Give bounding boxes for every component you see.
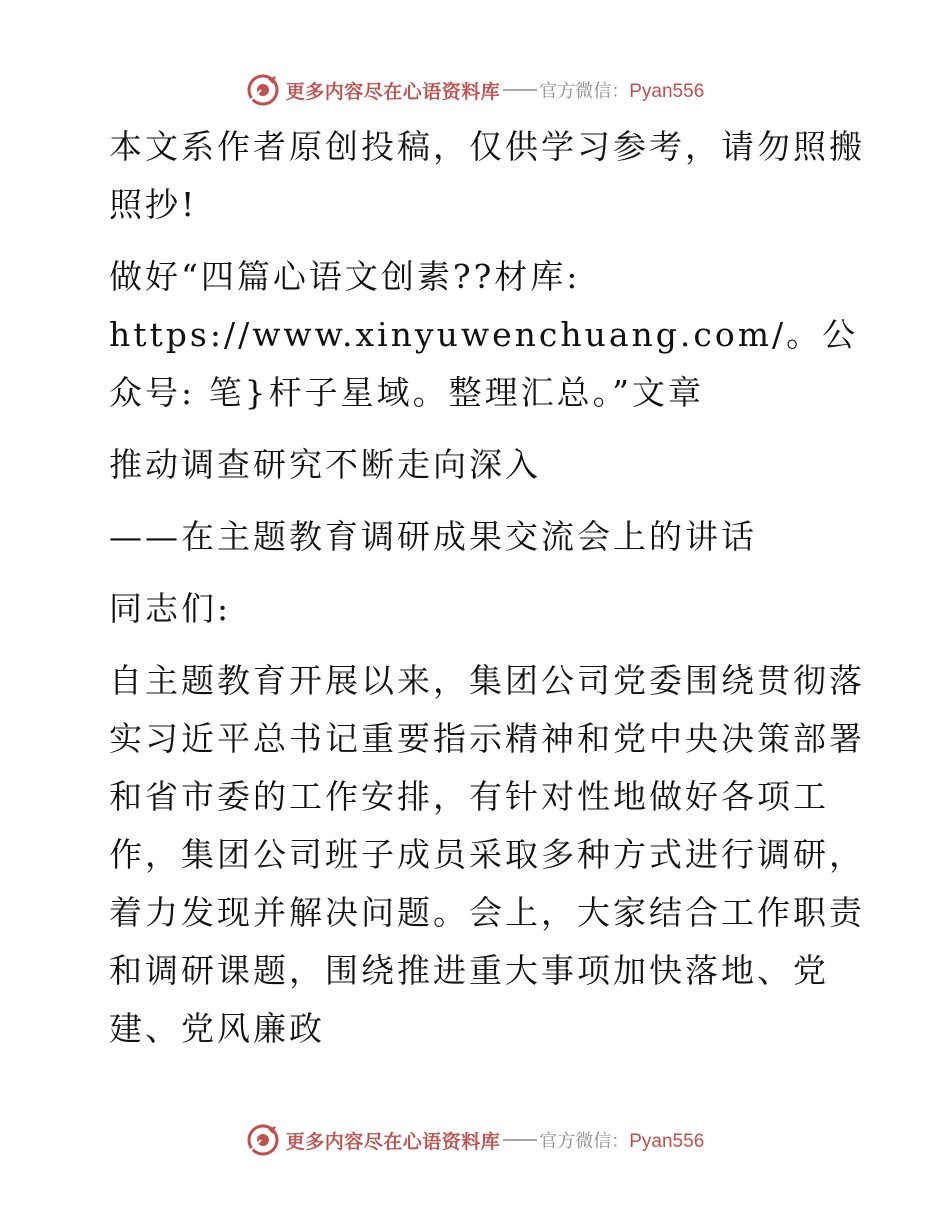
speech-title: 推动调查研究不断走向深入 (109, 445, 541, 484)
banner-title: 更多内容尽在心语资料库 (285, 80, 501, 103)
footer-banner (0, 1120, 950, 1160)
salutation: 同志们: (109, 589, 232, 628)
header-banner (0, 70, 950, 110)
banner-subtitle (539, 1127, 704, 1153)
copyright-notice: 本文系作者原创投稿，仅供学习参考，请勿照搬照抄! (109, 127, 865, 224)
speech-subtitle: ——在主题教育调研成果交流会上的讲话 (109, 517, 757, 556)
banner-divider (503, 1139, 537, 1141)
banner-sub-prefix: 官方微信： (539, 81, 630, 102)
banner-subtitle (539, 77, 704, 103)
banner-title: 更多内容尽在心语资料库 (285, 1130, 501, 1153)
source-note: 做好“四篇心语文创素??材库: https://www.xinyuwenchuang.com/。公众号: 笔}杆子星域。整理汇总。”文章 (109, 257, 859, 412)
body-paragraph: 自主题教育开展以来，集团公司党委围绕贯彻落实习近平总书记重要指示精神和党中央决策部署和省市委的工作安排，有针对性地做好各项工作，集团公司班子成员采取多种方式进行调研，着力发现并解决问题。会上，大家结合工作职责和调研课题，围绕推进重大事项加快落地、党建、党风廉政 (109, 661, 865, 1048)
brand-logo-icon (246, 1123, 280, 1157)
banner-sub-prefix: 官方微信： (539, 1131, 630, 1152)
document-body (97, 118, 867, 1072)
wechat-id: Pyan556 (629, 1131, 705, 1152)
brand-logo-icon (246, 73, 280, 107)
wechat-id: Pyan556 (629, 81, 705, 102)
banner-divider (503, 89, 537, 91)
